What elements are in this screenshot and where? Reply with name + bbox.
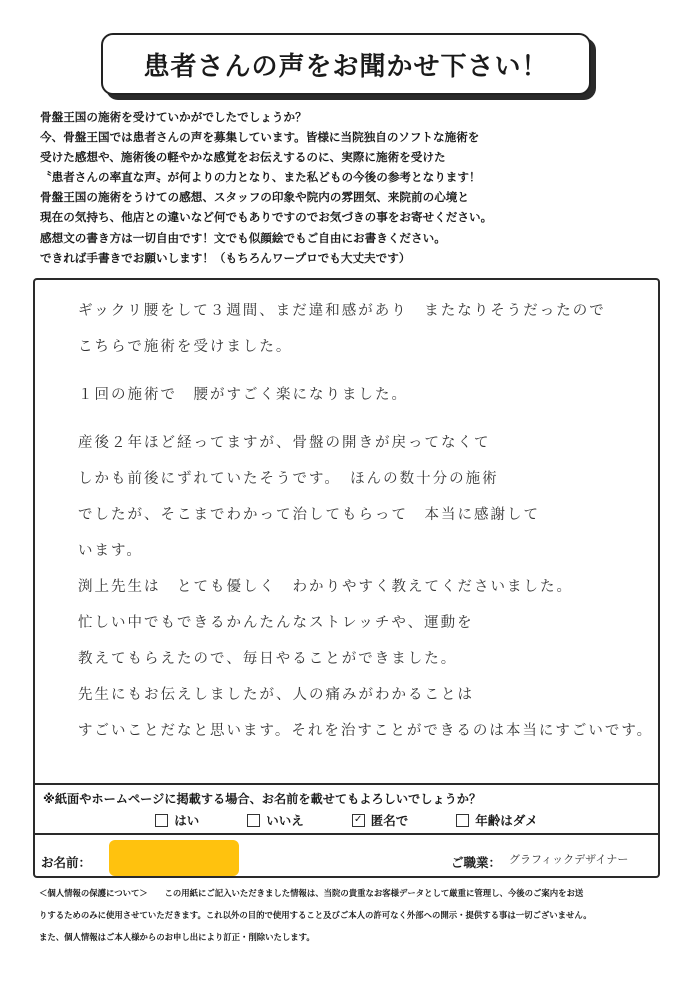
section-divider [35, 783, 658, 785]
option-label: 年齢はダメ [475, 813, 538, 828]
checkbox-yes[interactable] [155, 814, 168, 827]
intro-line: 今、骨盤王国では患者さんの声を募集しています。皆様に当院独自のソフトな施術を [40, 130, 480, 145]
privacy-line: りするためのみに使用させていただきます。これ以外の目的で使用すること及びご本人の許可なく外部への開示・提供する事は一切ございません。 [39, 910, 592, 920]
checkbox-no-age[interactable] [456, 814, 469, 827]
testimonial-line: でしたが、そこまでわかって治してもらって 本当に感謝して [78, 507, 540, 523]
testimonial-line: 渕上先生は とても優しく わかりやすく教えてくださいました。 [78, 579, 573, 595]
checkbox-no[interactable] [247, 814, 260, 827]
option-label: はい [174, 813, 200, 828]
title-banner [101, 33, 591, 95]
privacy-line: ＜個人情報の保護について＞ この用紙にご記入いただきました情報は、当院の貴重なお客様データとして厳重に管理し、今後のご案内をお送 [39, 888, 584, 898]
checkbox-anonymous[interactable]: ✓ [352, 814, 365, 827]
testimonial-line: すごいことだなと思います。それを治すことができるのは本当にすごいです。 [78, 723, 654, 739]
option-label: いいえ [266, 813, 304, 828]
testimonial-line: ギックリ腰をして３週間、まだ違和感があり またなりそうだったので [78, 303, 606, 319]
occupation-value: グラフィックデザイナー [509, 853, 629, 866]
consent-options [35, 811, 658, 829]
testimonial-line: しかも前後にずれていたそうです。 ほんの数十分の施術 [78, 471, 499, 487]
privacy-notice [39, 882, 669, 948]
option-anonymous[interactable] [352, 811, 409, 829]
testimonial-line: 先生にもお伝えしましたが、人の痛みがわかることは [78, 687, 474, 703]
testimonial-form [33, 278, 660, 878]
handwritten-testimonial [78, 284, 653, 740]
testimonial-line: 産後２年ほど経ってますが、骨盤の開きが戻ってなくて [78, 435, 491, 451]
name-redaction [109, 840, 239, 876]
intro-text [40, 107, 670, 268]
consent-question: ※紙面やホームページに掲載する場合、お名前を載せてもよろしいでしょうか？ [43, 792, 482, 806]
intro-line: 受けた感想や、施術後の軽やかな感覚をお伝えするのに、実際に施術を受けた [40, 150, 446, 165]
testimonial-line: 教えてもらえたので、毎日やることができました。 [78, 651, 458, 667]
option-label: 匿名で [370, 813, 409, 828]
testimonial-line: います。 [78, 543, 143, 559]
intro-line: できれば手書きでお願いします！（もちろんワープロでも大丈夫です） [40, 250, 411, 265]
testimonial-line: 忙しい中でもできるかんたんなストレッチや、運動を [78, 615, 474, 631]
option-no[interactable] [247, 811, 304, 829]
privacy-line: また、個人情報はご本人様からのお申し出により訂正・削除いたします。 [39, 932, 315, 942]
intro-line: 骨盤王国の施術を受けていかがでしたでしょうか？ [40, 110, 307, 124]
name-label: お名前： [41, 855, 92, 870]
testimonial-line: １回の施術で 腰がすごく楽になりました。 [78, 387, 408, 403]
section-divider [35, 833, 658, 835]
option-no-age[interactable] [456, 811, 538, 829]
intro-line: 現在の気持ち、他店との違いなど何でもありですのでお気づきの事をお寄せください。 [40, 210, 493, 225]
page-title: 患者さんの声をお聞かせ下さい！ [143, 51, 549, 82]
occupation-label: ご職業： [451, 855, 502, 870]
intro-line: 骨盤王国の施術をうけての感想、スタッフの印象や院内の雰囲気、来院前の心境と [40, 190, 469, 205]
intro-line: 〝患者さんの率直な声〟が何よりの力となり、また私どもの今後の参考となります！ [40, 170, 481, 185]
intro-line: 感想文の書き方は一切自由です！文でも似顔絵でもご自由にお書きください。 [40, 230, 446, 245]
option-yes[interactable] [155, 811, 199, 829]
testimonial-line: こちらで施術を受けました。 [78, 339, 293, 355]
